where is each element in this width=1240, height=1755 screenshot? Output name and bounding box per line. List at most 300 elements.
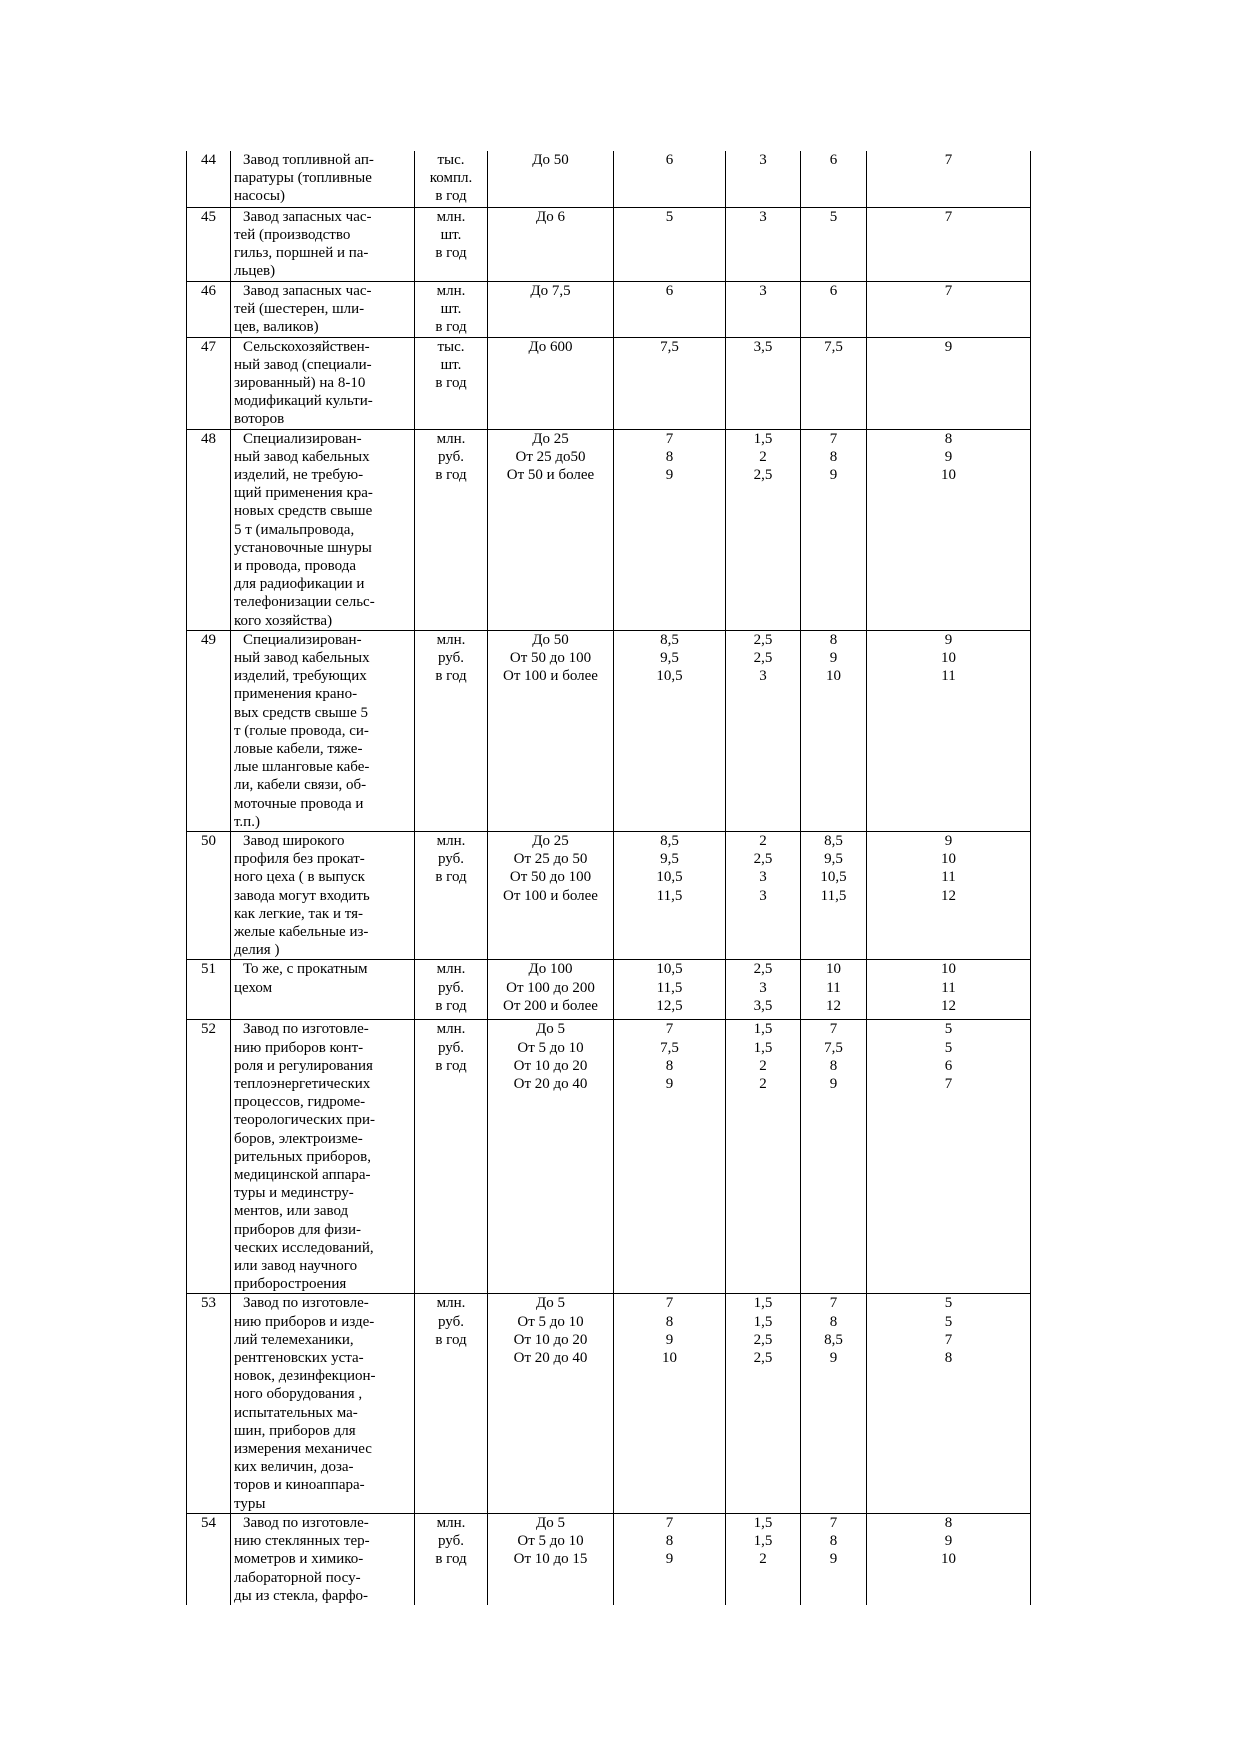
table-row [187, 1020, 1031, 1294]
cell-line: теорологических при- [234, 1112, 376, 1129]
cell-line: вотоpов [234, 411, 285, 428]
cell-line: шт. [440, 356, 462, 373]
cell-line: 8,5 [824, 832, 843, 849]
table-body [187, 151, 1031, 1605]
cell-line: 10 [941, 649, 956, 666]
cell-line: 9 [944, 448, 953, 465]
cell-line: млн. [436, 631, 466, 648]
object-name-cell [231, 151, 415, 207]
cell-line: 2 [759, 1076, 767, 1093]
cell-line: 10,5 [656, 961, 683, 978]
cell-line: От 5 до 10 [517, 1533, 584, 1550]
row-number-cell [187, 1020, 231, 1294]
cell-line: млн. [436, 430, 466, 447]
object-name-cell [231, 831, 415, 959]
table-row [187, 960, 1031, 1020]
value-col6-cell [801, 1513, 867, 1605]
cell-line: То же, с прокатным [243, 961, 368, 978]
cell-line: 3 [759, 208, 767, 225]
cell-line: 7 [829, 1021, 838, 1038]
cell-line: зированный) на 8-10 [234, 374, 366, 391]
cell-line: До 600 [528, 338, 573, 355]
cell-line: 50 [201, 832, 216, 849]
capacity-cell [488, 337, 614, 429]
value-col7-cell [867, 630, 1031, 831]
value-col5-cell [726, 1294, 801, 1513]
cell-line: 7 [944, 1331, 953, 1348]
row-number-cell [187, 1294, 231, 1513]
cell-line: 1,5 [753, 1514, 773, 1531]
cell-line: рентгеновских уста- [234, 1350, 364, 1367]
standards-table [186, 151, 1031, 1605]
cell-line: 7 [944, 1076, 953, 1093]
cell-line: 7 [665, 430, 674, 447]
cell-line: испытательных ма- [234, 1404, 358, 1421]
cell-line: желые кабельные из- [234, 924, 369, 940]
cell-line: 10 [662, 1350, 677, 1367]
cell-line: торов и киноаппара- [234, 1477, 365, 1494]
cell-line: Сельскохозяйствен- [243, 338, 370, 355]
cell-line: руб. [438, 1039, 464, 1056]
cell-line: 7,5 [660, 1039, 679, 1056]
cell-line: ный завод кабельных [234, 448, 370, 465]
value-col7-cell [867, 281, 1031, 337]
cell-line: ловые кабели, тяже- [234, 740, 363, 757]
cell-line: млн. [436, 1295, 466, 1312]
cell-line: приборостроения [234, 1276, 347, 1293]
cell-line: 5 т (имальпровода, [234, 521, 355, 538]
cell-line: нию приборов конт- [234, 1039, 364, 1056]
cell-line: Завод по изготовле- [243, 1514, 369, 1531]
cell-line: в год [435, 374, 467, 391]
cell-line: изделий, не требую- [234, 466, 364, 483]
cell-line: 1,5 [753, 430, 773, 447]
cell-line: тыс. [437, 152, 465, 168]
value-col4-cell [614, 1020, 726, 1294]
value-col6-cell [801, 337, 867, 429]
cell-line: роля и регулирования [234, 1057, 373, 1074]
object-name-cell [231, 337, 415, 429]
cell-line: 7 [665, 1021, 674, 1038]
cell-line: как легкие, так и тя- [234, 905, 363, 922]
cell-line: 2,5 [753, 1350, 773, 1367]
table-row [187, 1513, 1031, 1605]
value-col5-cell [726, 630, 801, 831]
cell-line: в год [435, 1057, 467, 1074]
cell-line: модификаций культи- [234, 393, 373, 410]
cell-line: 9 [829, 1076, 838, 1093]
cell-line: 3 [759, 887, 767, 904]
cell-line: 2,5 [753, 1331, 773, 1348]
cell-line: применения крано- [234, 686, 358, 703]
cell-line: гильз, поршней и па- [234, 244, 369, 261]
unit-cell [415, 1020, 488, 1294]
cell-line: и провода, провода [234, 557, 357, 574]
cell-line: 5 [665, 208, 674, 225]
cell-line: млн. [436, 961, 466, 978]
cell-line: Завод запасных час- [243, 282, 372, 299]
cell-line: компл. [429, 170, 473, 187]
object-name-cell [231, 960, 415, 1020]
capacity-cell [488, 1513, 614, 1605]
row-number-cell [187, 207, 231, 281]
cell-line: От 20 до 40 [513, 1076, 588, 1093]
cell-line: 8,5 [660, 832, 679, 849]
value-col5-cell [726, 337, 801, 429]
cell-line: 7,5 [660, 338, 679, 355]
value-col6-cell [801, 630, 867, 831]
cell-line: До 50 [532, 631, 569, 648]
cell-line: 12 [941, 887, 956, 904]
cell-line: 3 [759, 282, 767, 299]
table-row [187, 831, 1031, 959]
cell-line: От 10 до 15 [513, 1551, 588, 1568]
cell-line: 10,5 [656, 668, 683, 685]
value-col7-cell [867, 1294, 1031, 1513]
object-name-cell [231, 207, 415, 281]
cell-line: До 5 [536, 1295, 565, 1312]
cell-line: 8 [944, 1350, 953, 1367]
value-col6-cell [801, 831, 867, 959]
cell-line: вых средств свыше 5 [234, 704, 368, 721]
cell-line: 3 [759, 979, 767, 996]
cell-line: руб. [438, 851, 464, 868]
cell-line: 51 [201, 961, 216, 978]
cell-line: нию стеклянных тер- [234, 1533, 370, 1550]
row-number-cell [187, 151, 231, 207]
cell-line: От 10 до 20 [513, 1331, 588, 1348]
value-col4-cell [614, 337, 726, 429]
cell-line: От 5 до 10 [517, 1039, 584, 1056]
unit-cell [415, 281, 488, 337]
unit-cell [415, 831, 488, 959]
value-col4-cell [614, 630, 726, 831]
value-col5-cell [726, 1513, 801, 1605]
row-number-cell [187, 1513, 231, 1605]
cell-line: От 100 до 200 [506, 979, 595, 996]
cell-line: 9,5 [660, 851, 679, 868]
cell-line: 2,5 [753, 961, 773, 978]
cell-line: т.п.) [234, 813, 260, 830]
cell-line: 9,5 [660, 649, 679, 666]
cell-line: лые шланговые кабе- [234, 759, 370, 776]
value-col5-cell [726, 960, 801, 1020]
cell-line: паратуры (топливные [234, 170, 372, 187]
cell-line: насосы) [234, 188, 285, 205]
cell-line: млн. [436, 1514, 466, 1531]
object-name-cell [231, 630, 415, 831]
value-col7-cell [867, 1020, 1031, 1294]
capacity-cell [488, 831, 614, 959]
value-col7-cell [867, 831, 1031, 959]
cell-line: мометров и химико- [234, 1551, 364, 1568]
cell-line: лий телемеханики, [234, 1331, 354, 1348]
value-col4-cell [614, 960, 726, 1020]
cell-line: До 5 [536, 1021, 565, 1038]
cell-line: в год [435, 244, 467, 261]
cell-line: 6 [829, 152, 838, 168]
cell-line: От 100 и более [503, 668, 598, 685]
cell-line: в год [435, 466, 467, 483]
cell-line: 10 [941, 961, 956, 978]
cell-line: 3 [759, 869, 767, 886]
cell-line: 2 [759, 448, 767, 465]
cell-line: 3,5 [753, 997, 773, 1014]
cell-line: Завод запасных час- [243, 208, 372, 225]
cell-line: шт. [440, 300, 462, 317]
cell-line: тей (производство [234, 226, 351, 243]
cell-line: 8,5 [660, 631, 679, 648]
cell-line: До 6 [536, 208, 565, 225]
cell-line: млн. [436, 832, 466, 849]
cell-line: 8 [665, 1057, 674, 1074]
cell-line: 10 [941, 851, 956, 868]
cell-line: 9 [665, 1076, 674, 1093]
cell-line: 5 [944, 1313, 953, 1330]
value-col4-cell [614, 207, 726, 281]
value-col4-cell [614, 1294, 726, 1513]
cell-line: для радиофикации и [234, 576, 365, 593]
cell-line: 7,5 [824, 1039, 843, 1056]
cell-line: 8 [829, 448, 838, 465]
cell-line: 5 [829, 208, 838, 225]
cell-line: 8 [665, 1313, 674, 1330]
table-row [187, 281, 1031, 337]
cell-line: 8 [829, 1533, 838, 1550]
cell-line: руб. [438, 448, 464, 465]
cell-line: 7 [944, 208, 953, 225]
cell-line: 1,5 [753, 1021, 773, 1038]
cell-line: 8 [829, 631, 838, 648]
capacity-cell [488, 1294, 614, 1513]
cell-line: От 25 до 50 [513, 851, 588, 868]
cell-line: 11 [826, 979, 841, 996]
value-col7-cell [867, 207, 1031, 281]
cell-line: теплоэнергетических [234, 1076, 371, 1093]
value-col6-cell [801, 1020, 867, 1294]
cell-line: телефонизации сельс- [234, 594, 375, 611]
cell-line: 2 [759, 1057, 767, 1074]
cell-line: 12 [826, 997, 841, 1014]
table-row [187, 429, 1031, 630]
capacity-cell [488, 960, 614, 1020]
cell-line: 7 [944, 282, 953, 299]
capacity-cell [488, 630, 614, 831]
capacity-cell [488, 1020, 614, 1294]
cell-line: 8 [665, 448, 674, 465]
cell-line: От 10 до 20 [513, 1057, 588, 1074]
value-col4-cell [614, 1513, 726, 1605]
cell-line: До 5 [536, 1514, 565, 1531]
cell-line: процессов, гидроме- [234, 1094, 366, 1111]
cell-line: 8 [829, 1057, 838, 1074]
value-col7-cell [867, 1513, 1031, 1605]
value-col5-cell [726, 281, 801, 337]
cell-line: Специализирован- [243, 430, 362, 447]
cell-line: рительных приборов, [234, 1148, 371, 1165]
cell-line: 7,5 [824, 338, 843, 355]
cell-line: 6 [665, 282, 674, 299]
cell-line: ный завод (специали- [234, 356, 372, 373]
cell-line: До 100 [528, 961, 573, 978]
cell-line: руб. [438, 1533, 464, 1550]
value-col7-cell [867, 337, 1031, 429]
cell-line: в год [435, 1331, 467, 1348]
cell-line: 8 [944, 1514, 953, 1531]
cell-line: 9 [944, 338, 953, 355]
capacity-cell [488, 281, 614, 337]
cell-line: ды из стекла, фарфо- [234, 1587, 369, 1604]
cell-line: Завод топливной ап- [243, 152, 374, 168]
cell-line: 8,5 [824, 1331, 843, 1348]
value-col5-cell [726, 429, 801, 630]
value-col6-cell [801, 281, 867, 337]
cell-line: руб. [438, 1313, 464, 1330]
cell-line: 48 [201, 430, 216, 447]
cell-line: 10,5 [820, 869, 847, 886]
cell-line: От 50 и более [506, 466, 595, 483]
cell-line: 2,5 [753, 631, 773, 648]
row-number-cell [187, 429, 231, 630]
cell-line: 52 [201, 1021, 216, 1038]
cell-line: боров, электроизме- [234, 1130, 363, 1147]
cell-line: 7 [944, 152, 953, 168]
cell-line: 5 [944, 1039, 953, 1056]
cell-line: От 50 до 100 [509, 649, 592, 666]
cell-line: 9 [944, 1533, 953, 1550]
cell-line: новых средств свыше [234, 503, 373, 520]
unit-cell [415, 960, 488, 1020]
cell-line: 1,5 [753, 1039, 773, 1056]
row-number-cell [187, 281, 231, 337]
cell-line: в год [435, 1551, 467, 1568]
cell-line: 7 [829, 1295, 838, 1312]
cell-line: руб. [438, 979, 464, 996]
cell-line: 9 [665, 466, 674, 483]
cell-line: 11,5 [656, 887, 683, 904]
cell-line: млн. [436, 1021, 466, 1038]
cell-line: От 25 до50 [515, 448, 586, 465]
cell-line: От 5 до 10 [517, 1313, 584, 1330]
cell-line: ких величин, доза- [234, 1459, 354, 1476]
cell-line: 6 [665, 152, 674, 168]
cell-line: 2,5 [753, 466, 773, 483]
cell-line: установочные шнуры [234, 539, 372, 556]
cell-line: туры [234, 1495, 266, 1512]
value-col5-cell [726, 1020, 801, 1294]
cell-line: 2 [759, 832, 767, 849]
cell-line: изделий, требующих [234, 668, 367, 685]
cell-line: ный завод кабельных [234, 649, 370, 666]
row-number-cell [187, 337, 231, 429]
cell-line: 5 [944, 1021, 953, 1038]
object-name-cell [231, 429, 415, 630]
cell-line: 9 [829, 1350, 838, 1367]
cell-line: 6 [829, 282, 838, 299]
cell-line: в год [435, 188, 467, 205]
cell-line: 44 [201, 152, 216, 168]
cell-line: 9 [829, 466, 838, 483]
cell-line: моточные провода и [234, 795, 364, 812]
unit-cell [415, 337, 488, 429]
value-col7-cell [867, 960, 1031, 1020]
cell-line: шт. [440, 226, 462, 243]
cell-line: 1,5 [753, 1533, 773, 1550]
cell-line: Завод по изготовле- [243, 1295, 369, 1312]
cell-line: 2,5 [753, 851, 773, 868]
table-row [187, 151, 1031, 207]
cell-line: кого хозяйства) [234, 612, 333, 629]
cell-line: ческих исследований, [234, 1239, 374, 1256]
cell-line: 10 [941, 466, 956, 483]
table-row [187, 1294, 1031, 1513]
row-number-cell [187, 831, 231, 959]
cell-line: 53 [201, 1295, 216, 1312]
cell-line: нию приборов и изде- [234, 1313, 375, 1330]
unit-cell [415, 1294, 488, 1513]
cell-line: 47 [201, 338, 216, 355]
cell-line: От 20 до 40 [513, 1350, 588, 1367]
object-name-cell [231, 1294, 415, 1513]
cell-line: цев, валиков) [234, 318, 319, 335]
value-col4-cell [614, 281, 726, 337]
cell-line: 9 [829, 649, 838, 666]
value-col5-cell [726, 207, 801, 281]
unit-cell [415, 630, 488, 831]
value-col6-cell [801, 207, 867, 281]
cell-line: От 200 и более [503, 997, 598, 1014]
cell-line: 11,5 [820, 887, 847, 904]
cell-line: млн. [436, 208, 466, 225]
cell-line: 46 [201, 282, 216, 299]
cell-line: От 100 и более [503, 887, 598, 904]
cell-line: 7 [829, 430, 838, 447]
cell-line: 1,5 [753, 1313, 773, 1330]
cell-line: 5 [944, 1295, 953, 1312]
value-col7-cell [867, 151, 1031, 207]
cell-line: тыс. [437, 338, 465, 355]
cell-line: новок, дезинфекцион- [234, 1368, 376, 1385]
value-col6-cell [801, 151, 867, 207]
cell-line: в год [435, 318, 467, 335]
cell-line: завода могут входить [234, 887, 370, 904]
cell-line: ного цеха ( в выпуск [234, 869, 365, 886]
cell-line: руб. [438, 649, 464, 666]
cell-line: 3 [759, 152, 767, 168]
cell-line: 1,5 [753, 1295, 773, 1312]
cell-line: цехом [234, 979, 273, 996]
unit-cell [415, 151, 488, 207]
cell-line: туры и мединстру- [234, 1185, 354, 1202]
cell-line: лабораторной посу- [234, 1569, 361, 1586]
table-row [187, 207, 1031, 281]
cell-line: 7 [665, 1295, 674, 1312]
cell-line: 9 [944, 631, 953, 648]
cell-line: До 7,5 [530, 282, 571, 299]
cell-line: т (голые провода, си- [234, 722, 369, 739]
cell-line: 2,5 [753, 649, 773, 666]
cell-line: приборов для физи- [234, 1221, 361, 1238]
cell-line: 9 [665, 1551, 674, 1568]
cell-line: 7 [829, 1514, 838, 1531]
value-col7-cell [867, 429, 1031, 630]
cell-line: 7 [665, 1514, 674, 1531]
cell-line: 10 [826, 668, 841, 685]
value-col5-cell [726, 151, 801, 207]
cell-line: 45 [201, 208, 216, 225]
cell-line: До 25 [532, 832, 569, 849]
cell-line: 11 [941, 668, 956, 685]
